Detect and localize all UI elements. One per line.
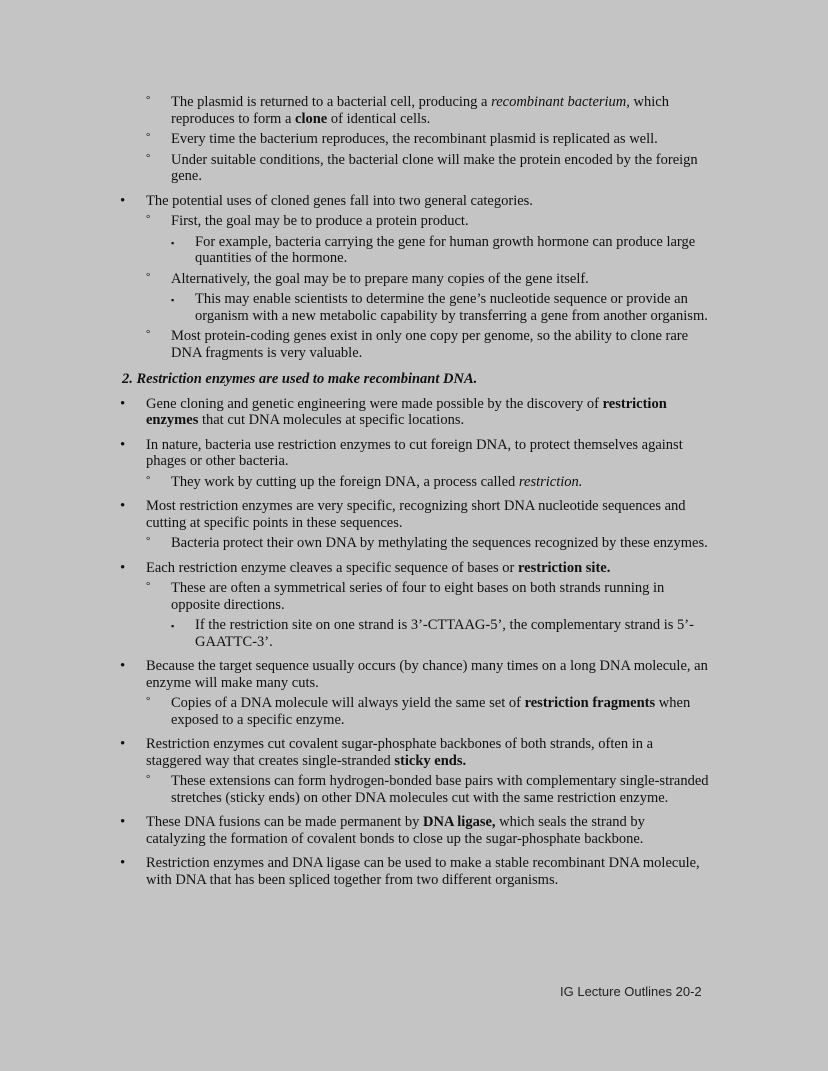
bullet-icon: • — [120, 855, 126, 871]
bullet-icon: • — [120, 498, 126, 514]
list-item: • Each restriction enzyme cleaves a specific sequence of bases or restriction site. — [120, 559, 611, 576]
bullet-icon: • — [120, 395, 126, 412]
bullet-icon: • — [120, 658, 126, 674]
list-item: • These DNA fusions can be made permanent by DNA ligase, which seals the strand by catalyzing the formation of covalent bonds to close up the sugar-phosphate backbone. — [120, 814, 645, 847]
list-item: • Restriction enzymes cut covalent sugar-phosphate backbones of both strands, often in a staggered way that creates single-stranded sticky ends. — [120, 736, 654, 769]
bullet-icon: • — [120, 559, 126, 576]
list-item: ° Every time the bacterium reproduces, the recombinant plasmid is replicated as well. — [146, 131, 658, 147]
square-bullet-icon: ▪ — [171, 237, 175, 248]
square-bullet-icon: ▪ — [171, 295, 175, 305]
list-item: • The potential uses of cloned genes fall into two general categories. — [120, 192, 533, 209]
list-item: ° These are often a symmetrical series of four to eight bases on both strands running in opposite directions. — [146, 580, 665, 613]
list-item: ° The plasmid is returned to a bacterial cell, producing a recombinant bacterium, which reproduces to form a clone of identical cells. — [146, 94, 669, 127]
bullet-icon: • — [120, 736, 126, 752]
hollow-bullet-icon: ° — [146, 473, 151, 486]
list-item: • In nature, bacteria use restriction enzymes to cut foreign DNA, to protect themselves against phages or other bacteria. — [120, 436, 683, 469]
list-item: ° Under suitable conditions, the bacterial clone will make the protein encoded by the foreign gene. — [146, 151, 698, 184]
outline-body — [0, 94, 828, 888]
hollow-bullet-icon: ° — [146, 151, 151, 164]
list-item: ▪ For example, bacteria carrying the gene for human growth hormone can produce large quantities of the hormone. — [171, 233, 696, 266]
list-item: ° Bacteria protect their own DNA by methylating the sequences recognized by these enzymes. — [146, 535, 708, 551]
section-heading: 2. Restriction enzymes are used to make recombinant DNA. — [122, 371, 478, 387]
hollow-bullet-icon: ° — [146, 535, 151, 547]
hollow-bullet-icon: ° — [146, 94, 151, 106]
list-item: • Gene cloning and genetic engineering were made possible by the discovery of restriction enzymes that cut DNA molecules at specific locations. — [120, 395, 667, 428]
hollow-bullet-icon: ° — [146, 773, 151, 785]
list-item: ▪ If the restriction site on one strand is 3’-CTTAAG-5’, the complementary strand is 5’-GAATTC-3’. — [171, 617, 694, 650]
hollow-bullet-icon: ° — [146, 328, 151, 340]
hollow-bullet-icon: ° — [146, 131, 151, 143]
hollow-bullet-icon: ° — [146, 213, 151, 225]
bullet-icon: • — [120, 192, 126, 209]
list-item: • Restriction enzymes and DNA ligase can be used to make a stable recombinant DNA molecule, with DNA that has been spliced together from two different organisms. — [120, 855, 700, 888]
hollow-bullet-icon: ° — [146, 695, 151, 707]
hollow-bullet-icon: ° — [146, 270, 151, 283]
page-footer: IG Lecture Outlines 20-2 — [560, 984, 702, 999]
list-item: ▪ This may enable scientists to determine the gene’s nucleotide sequence or provide an organism with a new metabolic capability by transferring a gene from another organism. — [171, 291, 708, 324]
square-bullet-icon: ▪ — [171, 621, 175, 631]
list-item: • Most restriction enzymes are very specific, recognizing short DNA nucleotide sequences and cutting at specific points in these sequences. — [120, 498, 686, 531]
bullet-icon: • — [120, 436, 126, 453]
bullet-icon: • — [120, 814, 126, 830]
list-item: ° Alternatively, the goal may be to prepare many copies of the gene itself. — [146, 270, 589, 287]
list-item: • Because the target sequence usually occurs (by chance) many times on a long DNA molecule, an enzyme will make many cuts. — [120, 658, 708, 691]
list-item: ° Copies of a DNA molecule will always yield the same set of restriction fragments when exposed to a specific enzyme. — [146, 695, 691, 728]
hollow-bullet-icon: ° — [146, 580, 151, 592]
list-item: ° They work by cutting up the foreign DNA, a process called restriction. — [146, 473, 583, 490]
list-item: ° Most protein-coding genes exist in only one copy per genome, so the ability to clone rare DNA fragments is very valuable. — [146, 328, 689, 361]
list-item: ° First, the goal may be to produce a protein product. — [146, 213, 469, 229]
list-item: ° These extensions can form hydrogen-bonded base pairs with complementary single-stranded stretches (sticky ends) on other DNA molecules cut with the same restriction enzyme. — [146, 773, 709, 806]
